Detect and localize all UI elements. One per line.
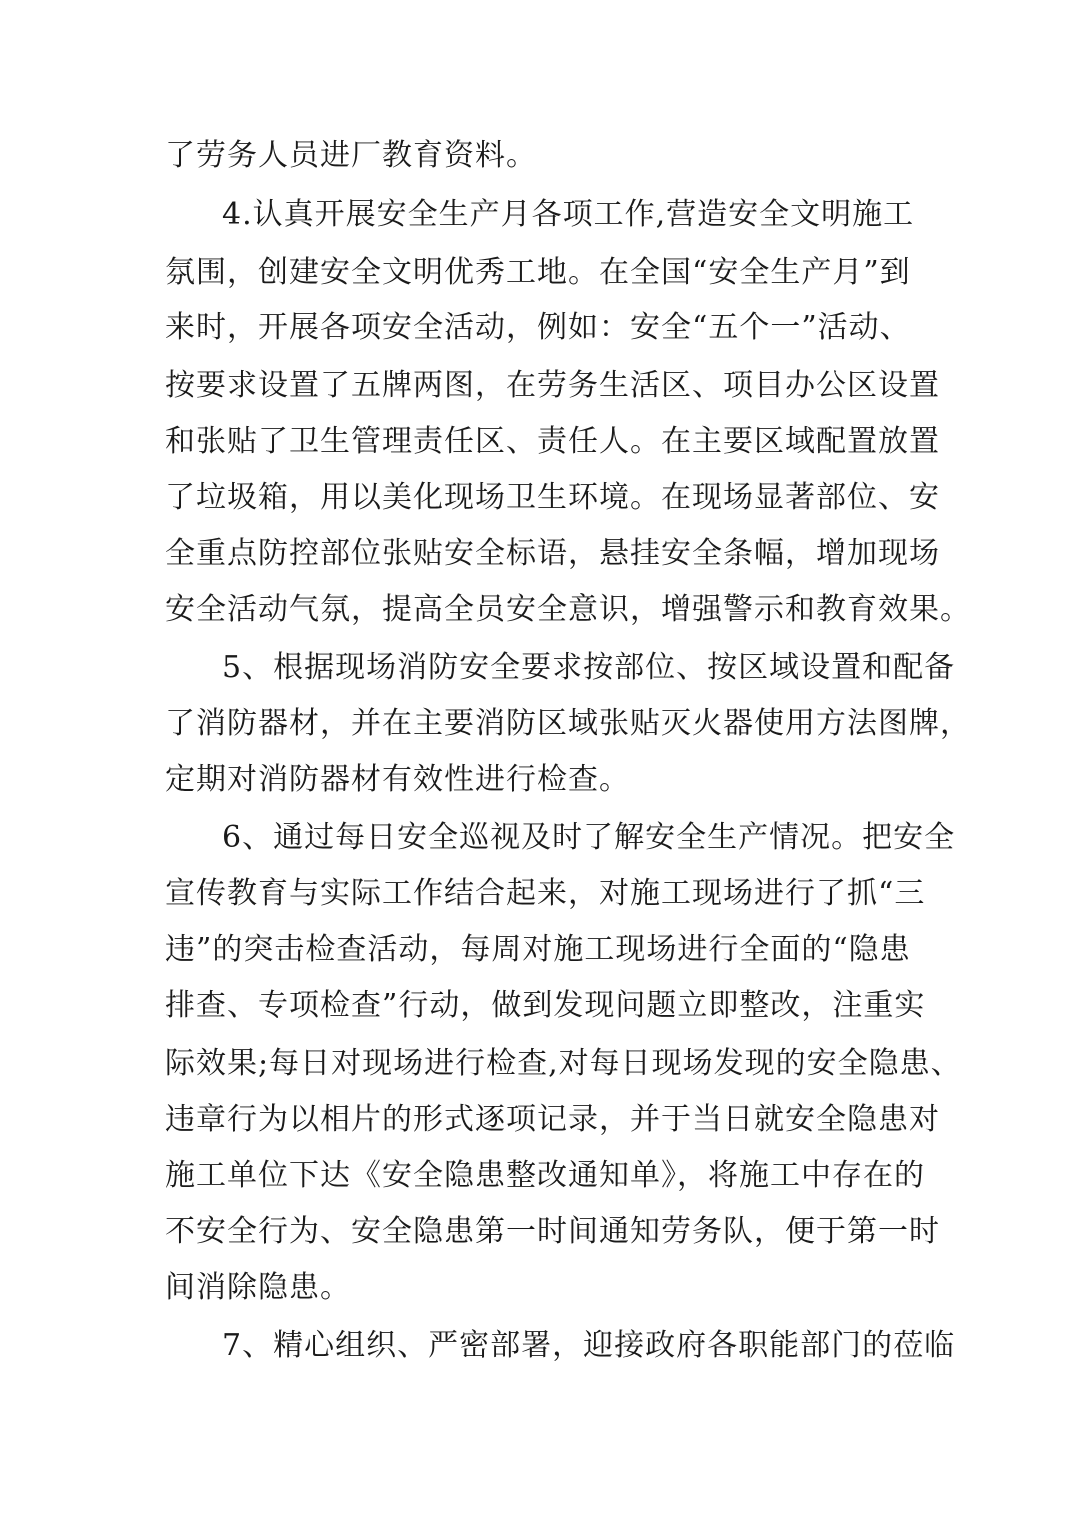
text-line: 际效果;每日对现场进行检查,对每日现场发现的安全隐患、 — [165, 1046, 962, 1081]
text-line: 安全活动气氛，提高全员安全意识，增强警示和教育效果。 — [165, 592, 971, 627]
text-line: 和张贴了卫生管理责任区、责任人。在主要区域配置放置 — [165, 424, 940, 459]
text-line: 全重点防控部位张贴安全标语，悬挂安全条幅，增加现场 — [165, 536, 940, 571]
text-line: 了消防器材，并在主要消防区域张贴灭火器使用方法图牌， — [165, 706, 971, 741]
text-line: 排查、专项检查”行动，做到发现问题立即整改，注重实 — [165, 988, 926, 1023]
paragraph-7-start: 7、精心组织、严密部署，迎接政府各职能部门的莅临 — [222, 1328, 956, 1363]
text-line: 违”的突击检查活动，每周对施工现场进行全面的“隐患 — [165, 932, 911, 967]
text-line: 施工单位下达《安全隐患整改通知单》，将施工中存在的 — [165, 1158, 925, 1193]
text-line: 间消除隐患。 — [165, 1270, 351, 1305]
paragraph-6-start: 6、通过每日安全巡视及时了解安全生产情况。把安全 — [222, 820, 956, 855]
text-line: 定期对消防器材有效性进行检查。 — [165, 762, 630, 797]
text-line: 不安全行为、安全隐患第一时间通知劳务队，便于第一时 — [165, 1214, 940, 1249]
text-line: 来时，开展各项安全活动，例如：安全“五个一”活动、 — [165, 310, 911, 345]
paragraph-4-start: 4.认真开展安全生产月各项工作,营造安全文明施工 — [222, 197, 915, 232]
text-line: 宣传教育与实际工作结合起来，对施工现场进行了抓“三 — [165, 876, 926, 911]
text-line: 违章行为以相片的形式逐项记录，并于当日就安全隐患对 — [165, 1102, 940, 1137]
text-line: 按要求设置了五牌两图，在劳务生活区、项目办公区设置 — [165, 368, 940, 403]
paragraph-5-start: 5、根据现场消防安全要求按部位、按区域设置和配备 — [222, 650, 956, 685]
text-line: 了垃圾箱，用以美化现场卫生环境。在现场显著部位、安 — [165, 480, 940, 515]
text-line: 了劳务人员进厂教育资料。 — [165, 138, 537, 173]
text-line: 氛围，创建安全文明优秀工地。在全国“安全生产月”到 — [165, 255, 911, 290]
